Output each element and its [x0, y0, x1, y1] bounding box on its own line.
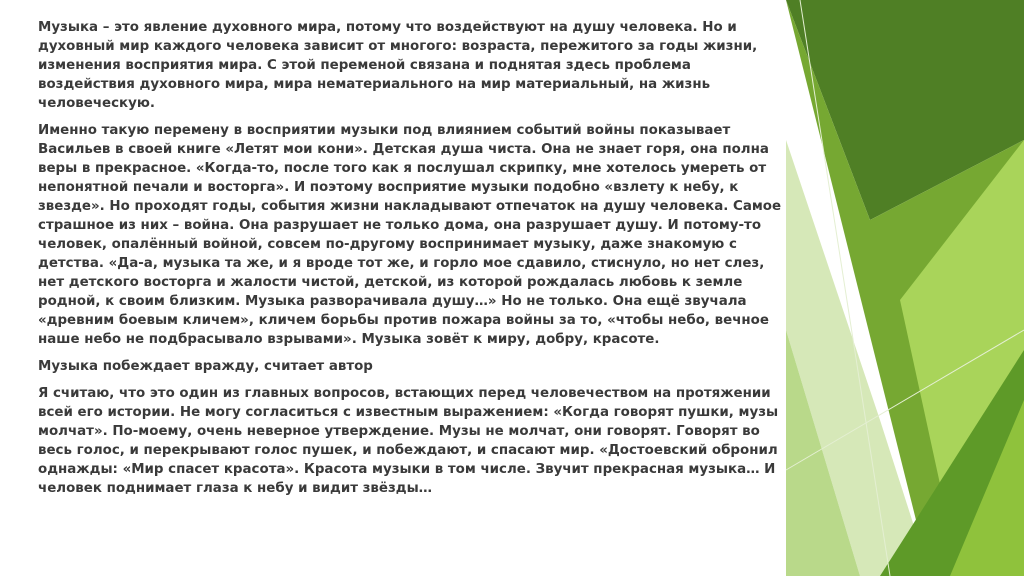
paragraph-1: Музыка – это явление духовного мира, потому что воздействуют на душу человека. Но и духовный мир каждого человека зависит от многого: возраста, пережитого за годы жизни, изменения восприятия мира. С этой переменой связана и поднятая здесь проблема воздействия духовного мира, мира нематериального на мир материальный, на жизнь человеческую.: [38, 20, 758, 111]
paragraph-2: Именно такую перемену в восприятии музыки под влиянием событий войны показывает Васильев в своей книге «Летят мои кони». Детская душа чиста. Она не знает горя, она полна веры в прекрасное. «Когда-то, после того как я послушал скрипку, мне хотелось умереть от непонятной печали и восторга». И поэтому восприятие музыки подобно «взлету к небу, к звезде». Но проходят годы, события жизни накладывают отпечаток на душу человека. Самое страшное из них – война. Она разрушает не только дома, она разрушает душу. И потому-то человек, опалённый войной, совсем по-другому воспринимает музыку, даже знакомую с детства. «Да-а, музыка та же, и я вроде тот же, и горло мое сдавило, стиснуло, но нет слез, нет детского восторга и жалости чистой, детской, из которой рождалась любовь к земле родной, к своим близким. Музыка разворачивала душу…» Но не только. Она ещё звучала «древним боевым кличем», кличем борьбы против пожара войны за то, «чтобы небо, вечное наше небо не подбрасывало взрывами». Музыка зовёт к миру, добру, красоте.: [38, 123, 782, 347]
paragraph-4: Я считаю, что это один из главных вопросов, встающих перед человечеством на протяжении всей его истории. Не могу согласиться с известным выражением: «Когда говорят пушки, музы молчат». По-моему, очень неверное утверждение. Музы не молчат, они говорят. Говорят во весь голос, и перекрывают голос пушек, и побеждают, и спасают мир. «Достоевский обронил однажды: «Мир спасет красота». Красота музыки в том числе. Звучит прекрасная музыка… И человек поднимает глаза к небу и видит звёзды…: [38, 386, 779, 496]
paragraph-3: Музыка побеждает вражду, считает автор: [38, 359, 373, 374]
body-text: [38, 18, 782, 506]
